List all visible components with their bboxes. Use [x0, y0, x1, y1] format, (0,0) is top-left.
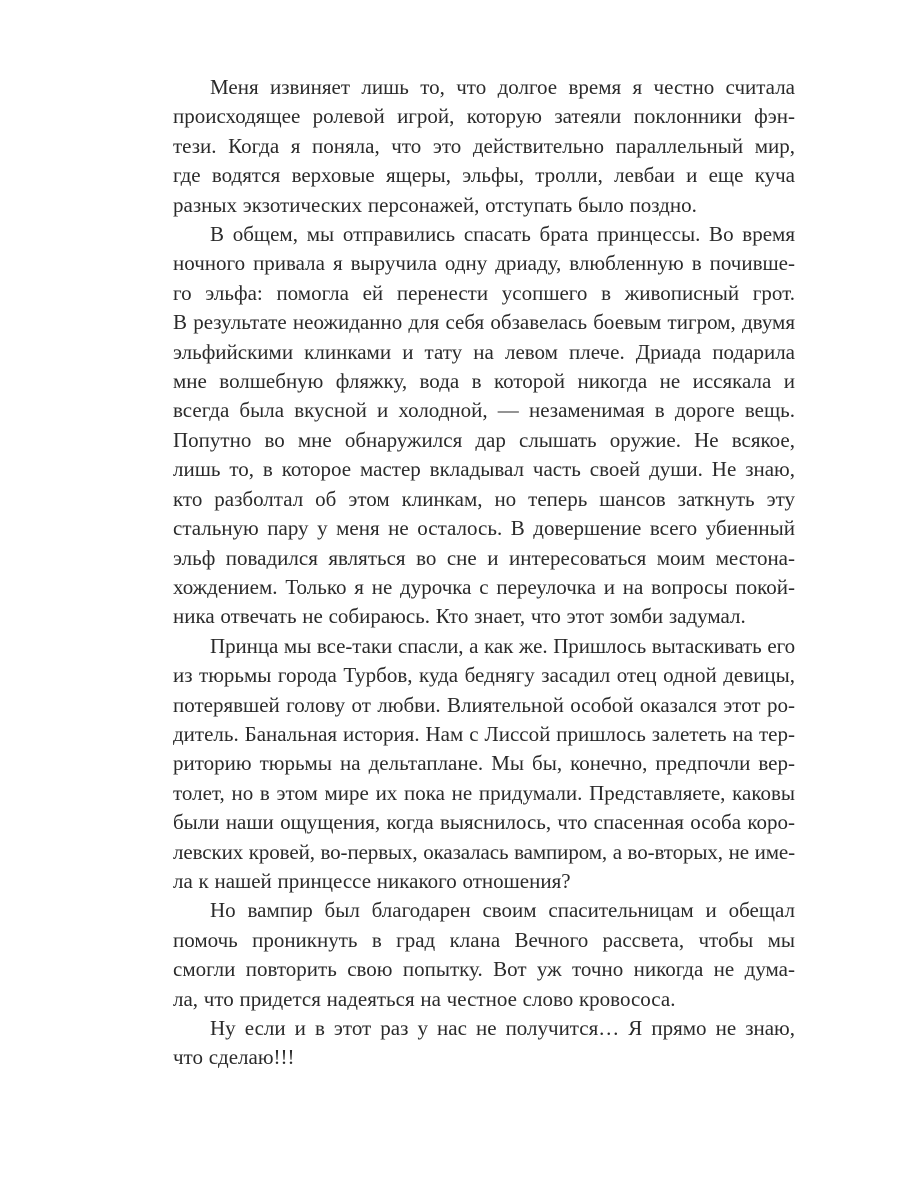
text-line: эльф повадился являться во сне и интересоваться моим местона- [173, 545, 795, 570]
text-line: толет, но в этом мире их пока не придумали. Представляете, каковы [173, 780, 795, 805]
text-line: смогли повторить свою попытку. Вот уж точно никогда не дума- [173, 957, 795, 982]
text-line: кто разболтал об этом клинкам, но теперь шансов заткнуть эту [173, 486, 795, 511]
text-line: В результате неожиданно для себя обзавелась боевым тигром, двумя [173, 310, 795, 335]
text-line: всегда была вкусной и холодной, — незаменимая в дороге вещь. [173, 398, 795, 423]
text-line: из тюрьмы города Турбов, куда беднягу засадил отец одной девицы, [173, 663, 795, 688]
text-line: левских кровей, во-первых, оказалась вампиром, а во-вторых, не име- [173, 839, 795, 864]
text-line: потерявшей голову от любви. Влиятельной особой оказался этот ро- [173, 692, 795, 717]
text-line: стальную пару у меня не осталось. В довершение всего убиенный [173, 516, 795, 541]
text-line: ла к нашей принцессе никакого отношения? [173, 868, 571, 893]
paragraph-3 [136, 632, 795, 897]
text-line: эльфийскими клинками и тату на левом плече. Дриада подарила [173, 339, 795, 364]
text-line: риторию тюрьмы на дельтаплане. Мы бы, конечно, предпочли вер- [173, 751, 795, 776]
text-line: помочь проникнуть в град клана Вечного рассвета, чтобы мы [173, 927, 795, 952]
text-line: что сделаю!!! [173, 1045, 295, 1070]
text-line: Попутно во мне обнаружился дар слышать оружие. Не всякое, [173, 427, 795, 452]
paragraph-2 [136, 220, 795, 632]
text-line: го эльфа: помогла ей перенести усопшего в живописный грот. [173, 280, 795, 305]
text-line: происходящее ролевой игрой, которую затеяли поклонники фэн- [173, 104, 795, 129]
text-line: Но вампир был благодарен своим спасительницам и обещал [210, 898, 795, 923]
body-text [136, 73, 795, 1073]
text-line: где водятся верховые ящеры, эльфы, тролли, левбаи и еще куча [173, 163, 795, 188]
text-line: хождением. Только я не дурочка с переулочка и на вопросы покой- [173, 574, 795, 599]
text-line: ла, что придется надеяться на честное слово кровососа. [173, 986, 676, 1011]
text-line: мне волшебную фляжку, вода в которой никогда не иссякала и [173, 369, 795, 394]
text-line: разных экзотических персонажей, отступать было поздно. [173, 192, 697, 217]
text-line: Меня извиняет лишь то, что долгое время я честно считала [210, 75, 795, 99]
text-line: Принца мы все-таки спасли, а как же. Пришлось вытаскивать его [210, 633, 796, 658]
paragraph-1 [136, 73, 795, 220]
text-line: Ну если и в этот раз у нас не получится… Я прямо не знаю, [210, 1016, 795, 1040]
text-line: дитель. Банальная история. Нам с Лиссой пришлось залететь на тер- [173, 721, 795, 746]
text-line: были наши ощущения, когда выяснилось, что спасенная особа коро- [173, 810, 795, 835]
paragraph-4 [136, 896, 795, 1014]
text-line: тези. Когда я поняла, что это действительно параллельный мир, [173, 133, 795, 158]
text-line: ночного привала я выручила одну дриаду, влюбленную в почивше- [173, 251, 795, 276]
text-line: В общем, мы отправились спасать брата принцессы. Во время [210, 222, 795, 247]
text-line: лишь то, в которое мастер вкладывал часть своей души. Не знаю, [173, 457, 795, 482]
text-line: ника отвечать не собираюсь. Кто знает, что этот зомби задумал. [173, 604, 746, 629]
paragraph-5 [136, 1014, 795, 1073]
